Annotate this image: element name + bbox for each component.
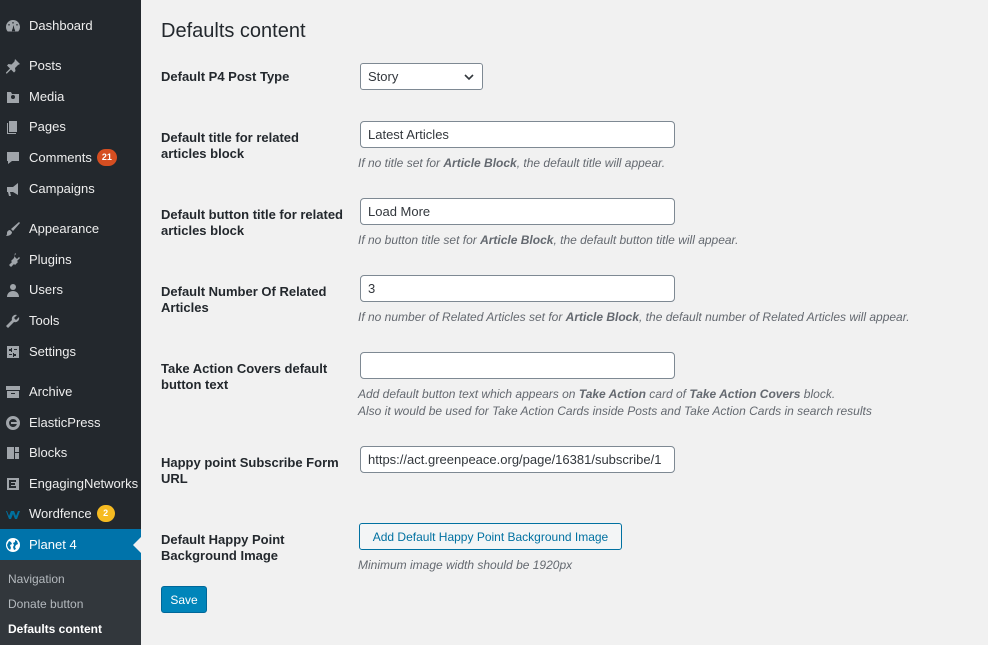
dashboard-icon [5, 18, 21, 34]
wordfence-count-badge: 2 [97, 505, 115, 522]
sidebar-item-pages[interactable] [0, 111, 141, 142]
submenu-item-defaults-content[interactable]: Defaults content [8, 622, 103, 636]
sidebar-item-tools[interactable] [0, 305, 141, 336]
add-background-image-button[interactable]: Add Default Happy Point Background Image [359, 523, 622, 550]
sidebar-item-elasticpress[interactable] [0, 407, 141, 438]
related-number-label: Default Number Of Related Articles [161, 284, 327, 315]
chevron-down-icon [463, 71, 475, 83]
happy-point-bg-label: Default Happy Point Background Image [161, 532, 285, 563]
wordfence-icon [5, 506, 21, 522]
sidebar-item-label: Planet 4 [29, 537, 77, 552]
related-title-description: If no title set for Article Block, the default title will appear. [358, 156, 666, 170]
brush-icon [5, 221, 21, 237]
plugin-icon [5, 252, 21, 268]
sidebar-item-label: Tools [29, 313, 60, 328]
planet4-submenu [0, 560, 141, 645]
sidebar-item-label: Campaigns [29, 181, 95, 196]
happy-point-url-input[interactable] [360, 446, 675, 473]
sidebar-item-label: Archive [29, 384, 73, 399]
sidebar-item-appearance[interactable] [0, 213, 141, 244]
sidebar-item-label: Blocks [29, 445, 68, 460]
elasticpress-icon [5, 415, 21, 431]
related-title-label: Default title for related articles block [161, 130, 299, 161]
blocks-icon [5, 445, 21, 461]
sidebar-item-label: Comments [29, 150, 92, 165]
post-type-select[interactable] [360, 63, 483, 90]
sidebar-item-label: Media [29, 89, 65, 104]
page-title: Defaults content [161, 20, 306, 42]
take-action-input[interactable] [360, 352, 675, 379]
sidebar-item-campaigns[interactable] [0, 173, 141, 204]
happy-point-bg-description: Minimum image width should be 1920px [358, 558, 573, 572]
sidebar-item-planet4[interactable] [0, 529, 141, 560]
sidebar-item-label: Wordfence [29, 506, 92, 521]
sidebar-item-dashboard[interactable] [0, 10, 141, 41]
sidebar-item-label: Posts [29, 58, 62, 73]
sidebar-item-label: ElasticPress [29, 415, 101, 430]
related-number-description: If no number of Related Articles set for Article Block, the default number of Related Articles will appear. [358, 310, 910, 324]
sidebar-item-posts[interactable] [0, 50, 141, 81]
related-number-input[interactable] [360, 275, 675, 302]
settings-icon [5, 344, 21, 360]
engagingnetworks-icon [5, 476, 21, 492]
sidebar-item-label: Pages [29, 119, 66, 134]
take-action-description: Add default button text which appears on Take Action card of Take Action Covers block. Also it would be used for Take Action Cards inside Posts and Take Action Cards in search results [358, 387, 872, 418]
sidebar-item-plugins[interactable] [0, 244, 141, 275]
post-type-selected-value: Story [368, 69, 399, 84]
button-title-label: Default button title for related articles block [161, 207, 343, 238]
sidebar-item-comments[interactable] [0, 142, 141, 173]
archive-icon [5, 384, 21, 400]
sidebar-item-settings[interactable] [0, 336, 141, 367]
sidebar-item-blocks[interactable] [0, 437, 141, 468]
sidebar-item-archive[interactable] [0, 376, 141, 407]
pin-icon [5, 58, 21, 74]
globe-icon [5, 537, 21, 553]
sidebar-item-label: Users [29, 282, 63, 297]
submenu-item-navigation[interactable]: Navigation [8, 572, 65, 586]
sidebar-item-label: Appearance [29, 221, 100, 236]
sidebar-item-label: Dashboard [29, 18, 93, 33]
wrench-icon [5, 313, 21, 329]
post-type-label: Default P4 Post Type [161, 69, 290, 84]
sidebar-item-wordfence[interactable] [0, 498, 141, 529]
admin-sidebar [0, 0, 141, 645]
main-content [141, 0, 988, 645]
take-action-label: Take Action Covers default button text [161, 361, 328, 392]
button-title-description: If no button title set for Article Block, the default button title will appear. [358, 233, 739, 247]
megaphone-icon [5, 181, 21, 197]
media-icon [5, 89, 21, 105]
button-title-input[interactable] [360, 198, 675, 225]
sidebar-item-media[interactable] [0, 81, 141, 112]
related-title-input[interactable] [360, 121, 675, 148]
submenu-item-donate-button[interactable]: Donate button [8, 597, 84, 611]
page-icon [5, 119, 21, 135]
sidebar-item-label: EngagingNetworks [29, 476, 139, 491]
sidebar-item-label: Settings [29, 344, 76, 359]
user-icon [5, 282, 21, 298]
sidebar-item-engagingnetworks[interactable] [0, 468, 141, 499]
comments-count-badge: 21 [97, 149, 117, 166]
happy-point-url-label: Happy point Subscribe Form URL [161, 455, 339, 486]
save-button[interactable]: Save [161, 586, 207, 613]
sidebar-item-users[interactable] [0, 274, 141, 305]
comment-icon [5, 150, 21, 166]
sidebar-item-label: Plugins [29, 252, 72, 267]
